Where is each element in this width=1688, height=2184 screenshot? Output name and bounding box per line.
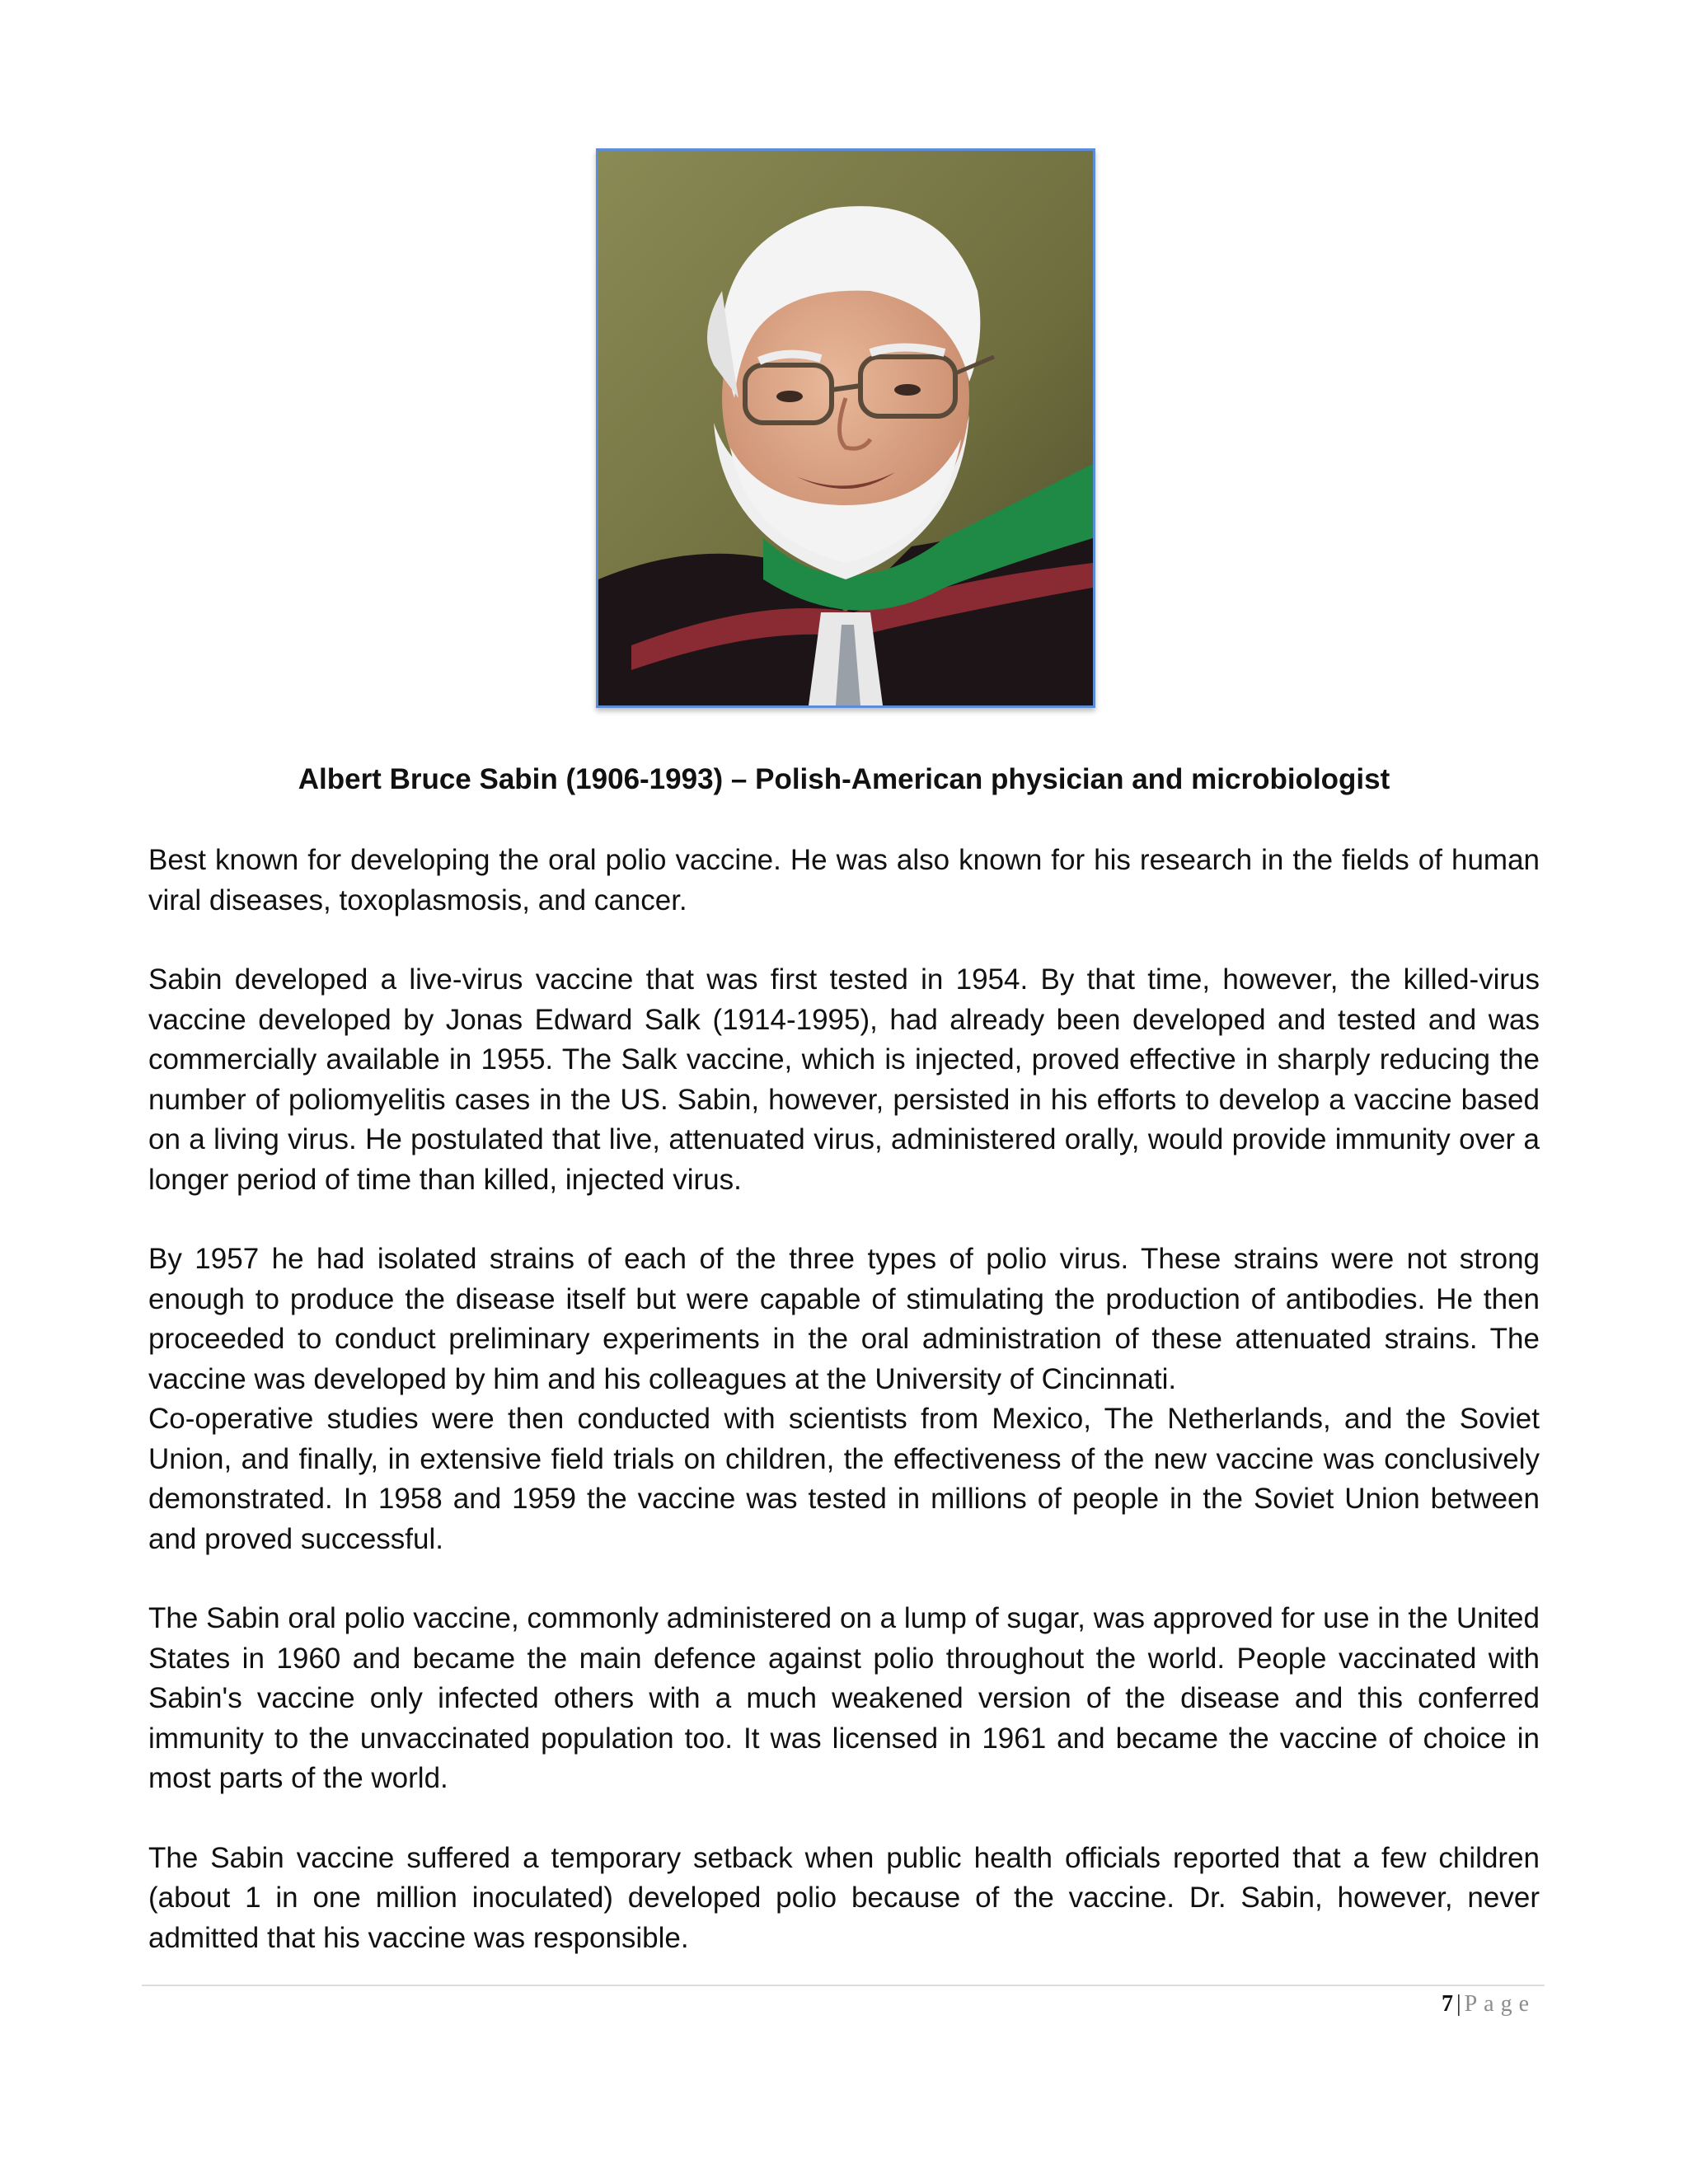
footer-divider [142,1985,1545,1986]
paragraph-oral-vaccine: The Sabin oral polio vaccine, commonly administered on a lump of sugar, was approved for use in the United States in 1960 and became the main defence against polio throughout the world. People vaccinated with Sabin's vaccine only infected others with a much weakened version of the disease and this conferred immunity to the unvaccinated population too. It was licensed in 1961 and became the vaccine of choice in most parts of the world. [148,1602,1540,1794]
portrait-illustration [598,151,1093,705]
page-separator: | [1456,1991,1461,2017]
paragraph-live-virus: Sabin developed a live-virus vaccine that was first tested in 1954. By that time, however, the killed-virus vaccine developed by Jonas Edward Salk (1914-1995), had already been developed and tested and was commercially available in 1955. The Salk vaccine, which is injected, proved effective in sharply reducing the number of poliomyelitis cases in the US. Sabin, however, persisted in his efforts to develop a vaccine based on a living virus. He postulated that live, attenuated virus, administered orally, would provide immunity over a longer period of time than killed, injected virus. [148,963,1540,1196]
portrait-caption: Albert Bruce Sabin (1906-1993) – Polish-American physician and microbiologist [298,763,1390,795]
paragraph-strains: By 1957 he had isolated strains of each of the three types of polio virus. These strains were not strong enough to produce the disease itself but were capable of stimulating the production of antibodies. He then proceeded to conduct preliminary experiments in the oral administration of these attenuated strains. The vaccine was developed by him and his colleagues at the University of Cincinnati. [148,1243,1540,1395]
page-footer [1442,1990,1536,2019]
paragraph-cooperative-studies: Co-operative studies were then conducted with scientists from Mexico, The Netherlands, and the Soviet Union, and finally, in extensive field trials on children, the effectiveness of the new vaccine was conclusively demonstrated. In 1958 and 1959 the vaccine was tested in millions of people in the Soviet Union between and proved successful. [148,1403,1540,1555]
page-label: Page [1464,1991,1536,2017]
paragraph-setback: The Sabin vaccine suffered a temporary setback when public health officials reported that a few children (about 1 in one million inoculated) developed polio because of the vaccine. Dr. Sabin, however, never admitted that his vaccine was responsible. [148,1841,1540,1954]
paragraph-intro: Best known for developing the oral polio vaccine. He was also known for his research in the fields of human viral diseases, toxoplasmosis, and cancer. [148,844,1540,916]
portrait-photo [596,148,1095,708]
article-body [148,841,1540,1998]
page-number: 7 [1441,1991,1453,2017]
